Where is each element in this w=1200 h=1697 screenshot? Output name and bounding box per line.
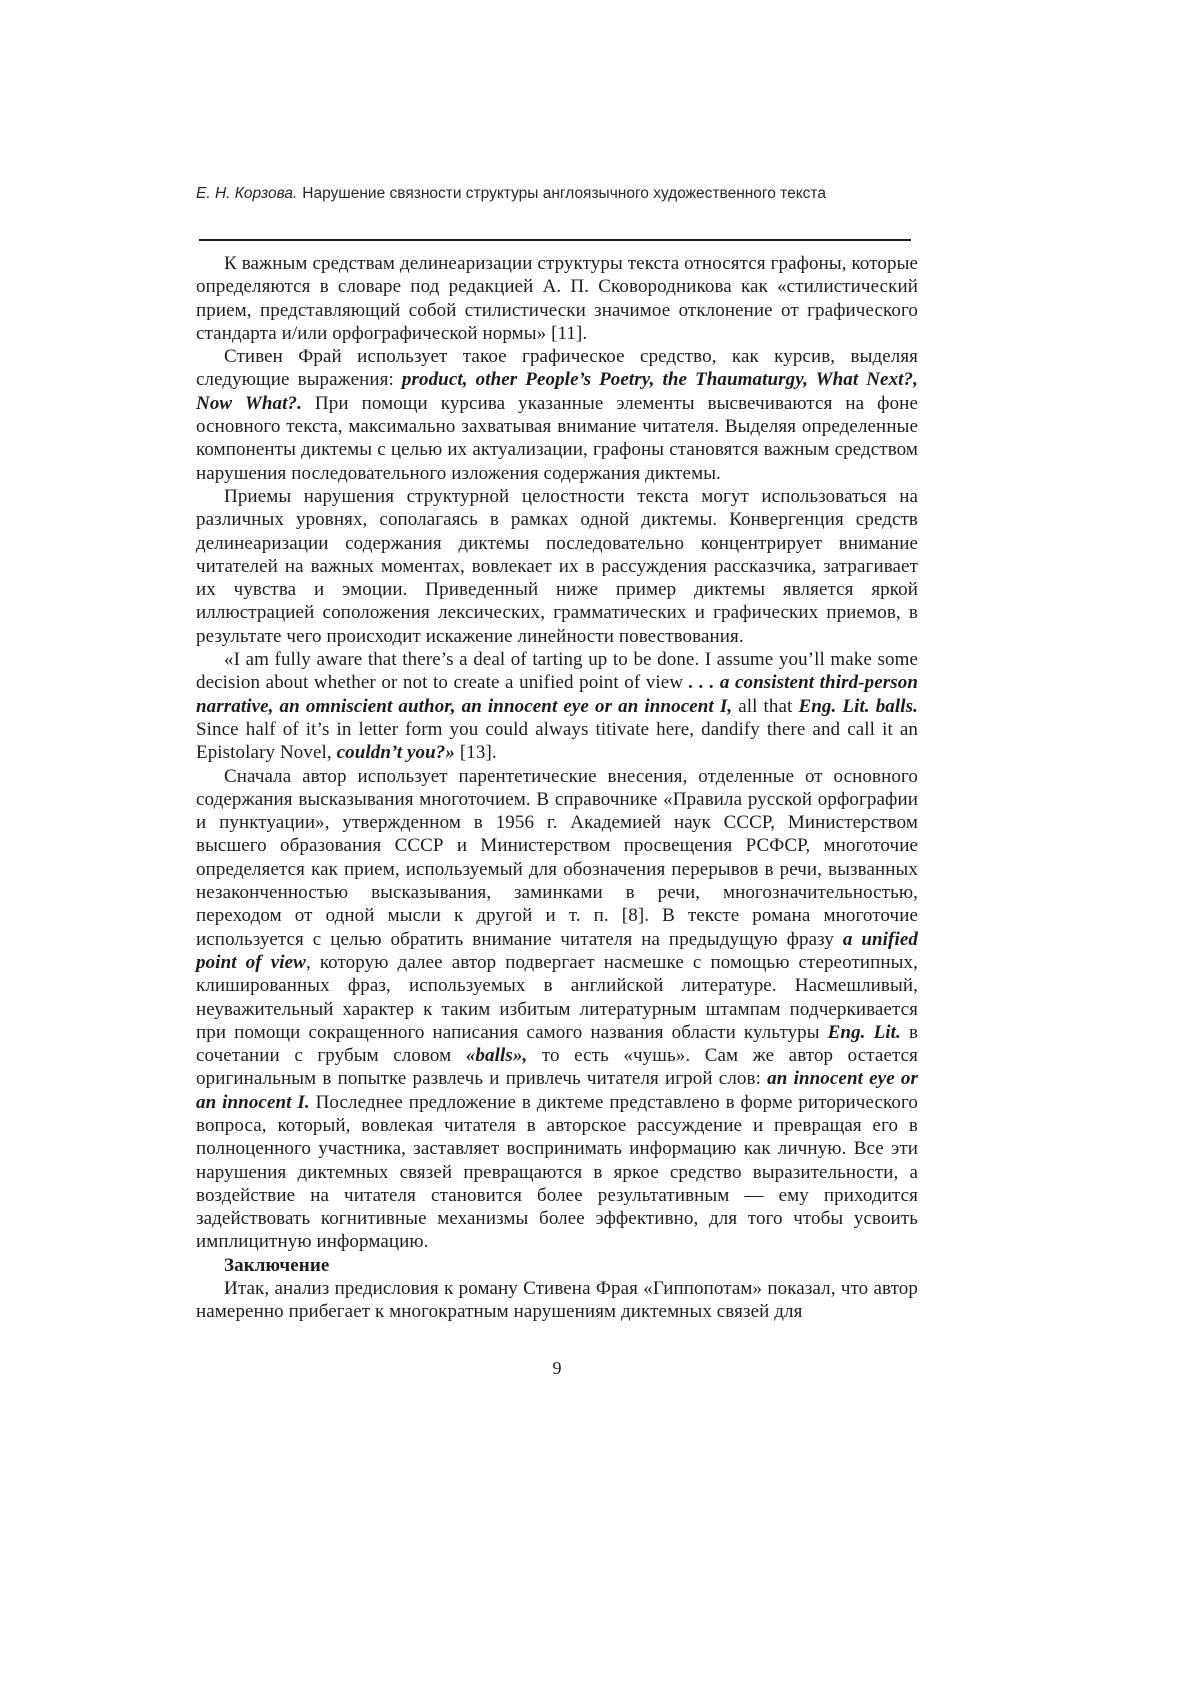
text-run: Eng. Lit. xyxy=(827,1021,901,1043)
page-number: 9 xyxy=(552,1358,562,1378)
running-header-author: Е. Н. Корзова. xyxy=(196,185,298,202)
text-run: , которую далее автор подвергает насмешке с помощью стереотипных, клишированных фраз, используемых в английской литературе. Насмешливый, неуважительный характер к таким избитым литературным штампам подчеркивается при помощи сокращенного написания самого названия области культуры xyxy=(196,951,918,1043)
text-run: Since half of it’s in letter form you could always titivate here, dandify there and call it an Epistolary Novel, xyxy=(196,718,918,764)
text-run: [13]. xyxy=(455,742,497,764)
text-run: Последнее предложение в диктеме представлено в форме риторического вопроса, который, вовлекая читателя в авторское рассуждение и превращая его в полноценного участника, заставляет воспринимать информацию как личную. Все эти нарушения диктемных связей превращаются в яркое средство выразительности, а воздействие на читателя становится более результативным — ему приходится задействовать когнитивные механизмы более эффективно, для того чтобы усвоить имплицитную информацию. xyxy=(196,1091,918,1253)
text-run: «balls», xyxy=(465,1045,528,1067)
text-run: в сочетании с грубым словом xyxy=(196,1021,919,1067)
article-body xyxy=(196,252,918,1324)
running-header-title: Нарушение связности структуры англоязычного художественного текста xyxy=(302,185,826,202)
text-run: couldn’t you?» xyxy=(336,742,455,764)
text-run: an innocent eye or an innocent I. xyxy=(196,1068,918,1113)
text-run: Заключение xyxy=(224,1254,330,1276)
text-run: all that xyxy=(732,695,799,717)
text-run: . . . a consistent third-person narrative, an omniscient author, an innocent eye or an innocent I, xyxy=(196,672,918,717)
paragraph-conclusion-start xyxy=(196,1277,918,1324)
text-run: то есть «чушь». Сам же автор остается оригинальным в попытке развлечь и привлечь читателя игрой слов: xyxy=(196,1045,919,1090)
running-header xyxy=(196,184,918,204)
paragraph-ellipsis-analysis xyxy=(196,765,918,1254)
text-run: При помощи курсива указанные элементы высвечиваются на фоне основного текста, максимально захватывая внимание читателя. Выделяя определенные компоненты диктемы с целью их актуализации, графоны становятся важным средством нарушения последовательного изложения содержания диктемы. xyxy=(196,392,918,484)
text-run: Сначала автор использует парентетические внесения, отделенные от основного содержания высказывания многоточием. В справочнике «Правила русской орфографии и пунктуации», утвержденном в 1956 г. Академией наук СССР, Министерством высшего образования СССР и Министерством просвещения РСФСР, многоточие определяется как прием, используемый для обозначения перерывов в речи, вызванных незаконченностью высказывания, заминками в речи, многозначительностью, переходом от одной мысли к другой и т. п. [8]. В тексте романа многоточие используется с целью обратить внимание читателя на предыдущую фразу xyxy=(196,765,918,950)
section-heading-conclusion xyxy=(196,1254,918,1277)
paragraph-fry-italics xyxy=(196,345,918,485)
text-run: К важным средствам делинеаризации структуры текста относятся графоны, которые определяются в словаре под редакцией А. П. Сковородникова как «стилистический прием, представляющий собой стилистически значимое отклонение от графического стандарта и/или орфографической нормы» [11]. xyxy=(196,253,918,344)
paragraph-graphons xyxy=(196,252,918,345)
text-run: a unified point of view xyxy=(196,928,918,973)
paragraph-english-quote xyxy=(196,648,918,764)
paragraph-structural-integrity xyxy=(196,485,918,648)
text-run: Стивен Фрай использует такое графическое средство, как курсив, выделяя следующие выражения: xyxy=(196,346,918,391)
text-run: «I am fully aware that there’s a deal of tarting up to be done. I assume you’ll make some decision about whether or not to create a unified point of view xyxy=(196,649,918,694)
text-run: Eng. Lit. balls. xyxy=(798,695,919,717)
header-rule xyxy=(199,239,911,241)
text-run: Приемы нарушения структурной целостности текста могут использоваться на различных уровнях, сополагаясь в рамках одной диктемы. Конвергенция средств делинеаризации содержания диктемы последовательно концентрирует внимание читателей на важных моментах, вовлекает их в рассуждения рассказчика, затрагивает их чувства и эмоции. Приведенный ниже пример диктемы является яркой иллюстрацией соположения лексических, грамматических и графических приемов, в результате чего происходит искажение линейности повествования. xyxy=(196,485,918,647)
text-run: Итак, анализ предисловия к роману Стивена Фрая «Гиппопотам» показал, что автор намеренно прибегает к многократным нарушениям диктемных связей для xyxy=(196,1278,918,1323)
text-run: product, other People’s Poetry, the Thaumaturgy, What Next?, Now What?. xyxy=(196,369,918,414)
